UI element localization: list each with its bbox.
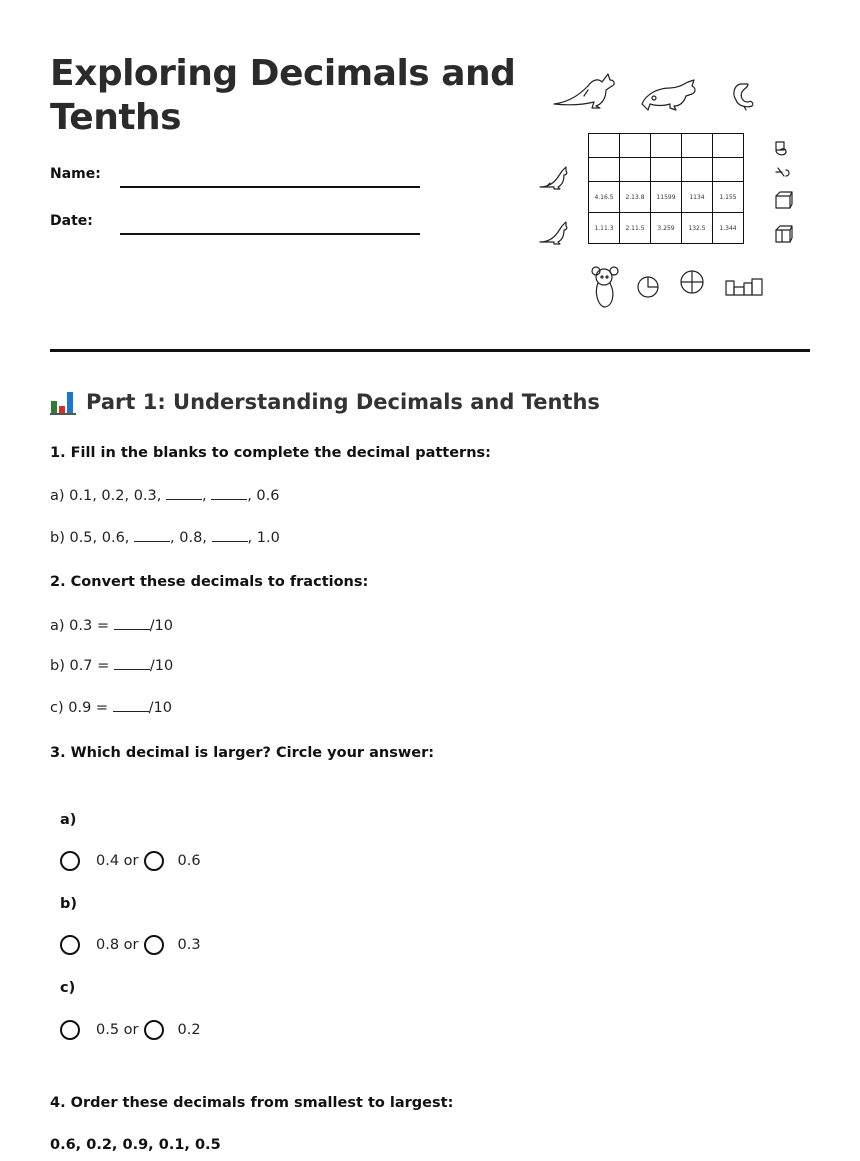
kangaroo-icon — [554, 74, 614, 108]
grid-cell — [713, 134, 744, 158]
grid-cell — [589, 134, 620, 158]
grid-cell: 3.259 — [651, 213, 682, 244]
grid-cell — [713, 158, 744, 182]
grid-cell — [651, 134, 682, 158]
q3-item-label: c) — [60, 980, 76, 996]
q2a-text: a) 0.3 = — [50, 618, 114, 634]
q2b-text: b) 0.7 = — [50, 658, 114, 674]
grid-cell: 1.11.3 — [589, 213, 620, 244]
option-second: 0.3 — [177, 937, 201, 953]
grid-cell — [620, 134, 651, 158]
question-2c — [50, 699, 172, 716]
date-line[interactable] — [120, 233, 420, 235]
platypus-icon — [734, 84, 753, 110]
denominator: /10 — [149, 618, 173, 634]
q3-options — [60, 851, 201, 871]
question-1b — [50, 529, 280, 546]
q2c-text: c) 0.9 = — [50, 700, 113, 716]
grid-cell: 132.5 — [682, 213, 713, 244]
grid-cell: 2.11.5 — [620, 213, 651, 244]
question-2b — [50, 657, 173, 674]
grid-cell: 1134 — [682, 182, 713, 213]
question-4-values: 0.6, 0.2, 0.9, 0.1, 0.5 — [50, 1137, 221, 1153]
quarter-circle-icon — [681, 271, 703, 293]
grid-cell: 4.16.5 — [589, 182, 620, 213]
q3-item-label: b) — [60, 896, 78, 912]
koala-icon — [592, 267, 618, 307]
question-2a — [50, 617, 173, 634]
choice-circle[interactable] — [144, 851, 164, 871]
denominator: /10 — [149, 658, 174, 674]
q1a-start: a) 0.1, 0.2, 0.3, — [50, 488, 166, 504]
blank-field[interactable] — [114, 617, 150, 630]
small-kangaroo-icon-2 — [540, 222, 567, 244]
quokka-icon — [642, 80, 695, 110]
grid-cell — [589, 158, 620, 182]
blocks-icon — [726, 279, 762, 295]
blank-field[interactable] — [114, 657, 150, 670]
q3-options — [60, 935, 201, 955]
option-second: 0.2 — [177, 1022, 201, 1038]
grid-cell: 11599 — [651, 182, 682, 213]
question-4-prompt: 4. Order these decimals from smallest to largest: — [50, 1095, 454, 1111]
name-label: Name: — [50, 166, 101, 182]
bar-chart-icon — [50, 389, 76, 415]
q3-item-label: a) — [60, 812, 77, 828]
question-1-prompt: 1. Fill in the blanks to complete the decimal patterns: — [50, 445, 491, 461]
blank-field[interactable] — [166, 487, 202, 500]
blank-field[interactable] — [212, 529, 248, 542]
small-kangaroo-icon — [540, 167, 567, 189]
choice-circle[interactable] — [60, 851, 80, 871]
right-column-icons — [776, 142, 792, 242]
grid-cell: 2.13.8 — [620, 182, 651, 213]
blank-field[interactable] — [134, 529, 170, 542]
q1b-end: , 1.0 — [247, 530, 280, 546]
date-label: Date: — [50, 213, 93, 229]
q1b-start: b) 0.5, 0.6, — [50, 530, 135, 546]
option-first: 0.5 or — [96, 1022, 139, 1038]
grid-cell — [651, 158, 682, 182]
q1b-mid: , 0.8, — [170, 530, 212, 546]
blank-field[interactable] — [211, 487, 247, 500]
question-1a: a) 0.1, 0.2, 0.3, , , 0.6 — [50, 488, 280, 504]
choice-circle[interactable] — [144, 935, 164, 955]
grid-cell — [682, 158, 713, 182]
part-1-title: Part 1: Understanding Decimals and Tenths — [86, 390, 600, 414]
q3-options — [60, 1020, 201, 1040]
grid-cell: 1.344 — [713, 213, 744, 244]
choice-circle[interactable] — [60, 935, 80, 955]
q1a-end: , 0.6 — [247, 488, 280, 504]
option-first: 0.8 or — [96, 937, 139, 953]
choice-circle[interactable] — [60, 1020, 80, 1040]
option-first: 0.4 or — [96, 853, 139, 869]
option-second: 0.6 — [177, 853, 201, 869]
denominator: /10 — [148, 700, 173, 716]
grid-cell — [682, 134, 713, 158]
grid-cell: 1.155 — [713, 182, 744, 213]
name-line[interactable] — [120, 186, 420, 188]
question-3-prompt: 3. Which decimal is larger? Circle your answer: — [50, 745, 435, 761]
section-divider — [50, 349, 810, 352]
question-2-prompt: 2. Convert these decimals to fractions: — [50, 574, 369, 590]
blank-field[interactable] — [113, 699, 149, 712]
choice-circle[interactable] — [144, 1020, 164, 1040]
decimal-grid — [588, 133, 744, 244]
fraction-circle-icon — [638, 277, 658, 297]
worksheet-title: Exploring Decimals and Tenths — [50, 53, 516, 138]
part-1-heading — [50, 389, 600, 415]
grid-cell — [620, 158, 651, 182]
